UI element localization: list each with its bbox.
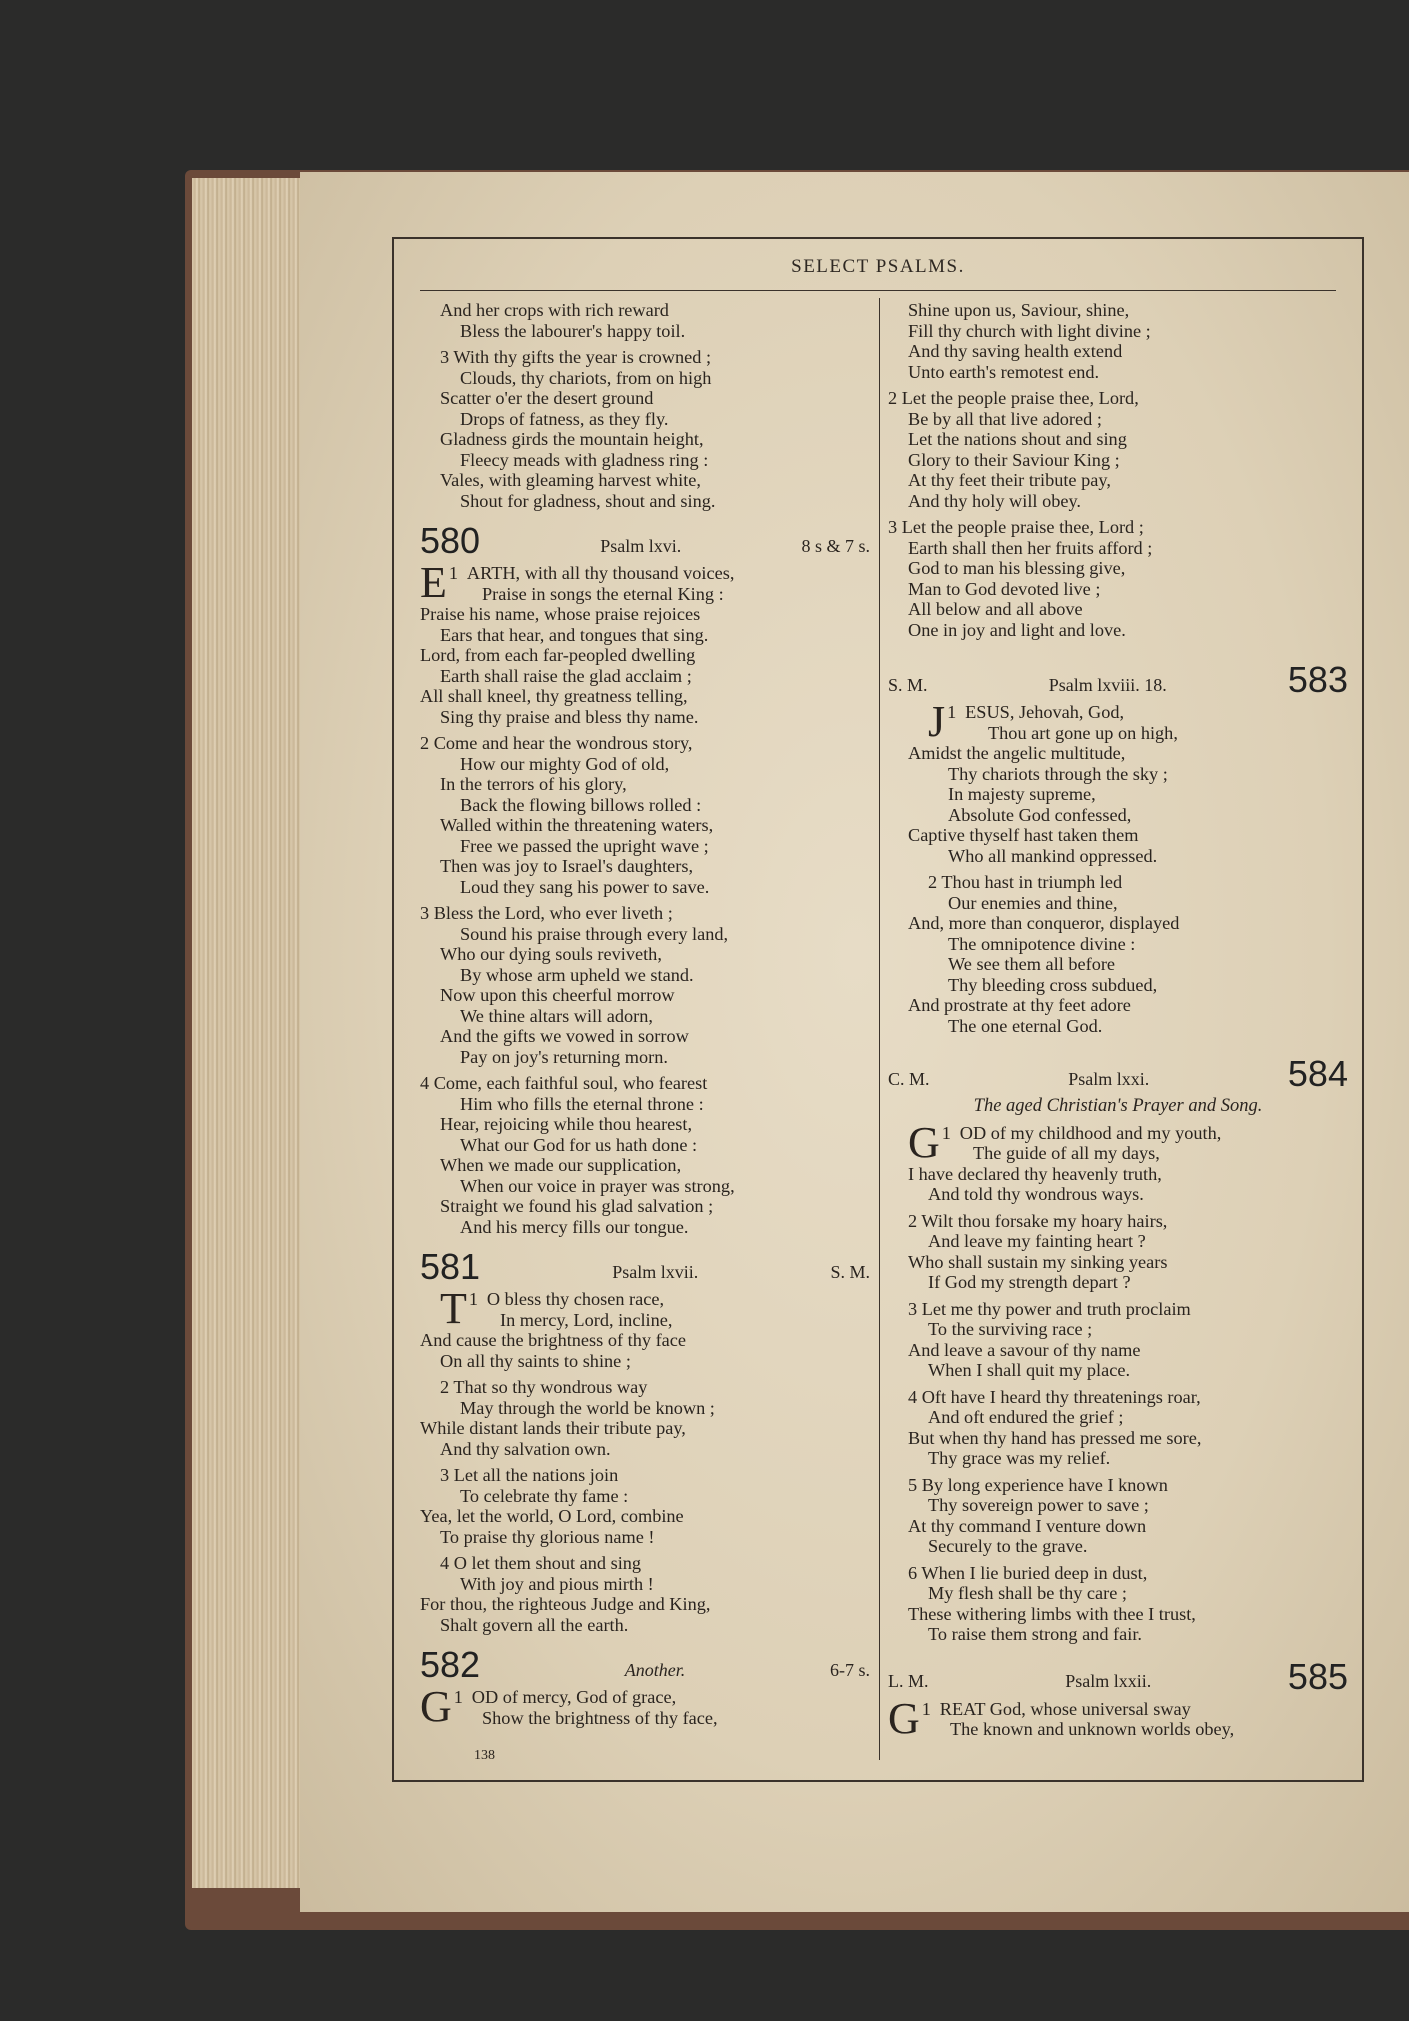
verse-line: Sound his praise through every land, [460, 923, 729, 944]
hymn-number: 581 [420, 1246, 481, 1287]
verse-line: Earth shall then her fruits afford ; [908, 537, 1153, 558]
verse-line: My flesh shall be thy care ; [928, 1583, 1128, 1603]
drop-capital: E [420, 558, 447, 607]
verse-line: With joy and pious mirth ! [460, 1573, 654, 1594]
verse-number: 1 [921, 1698, 931, 1719]
hymn-meter: C. M. [888, 1068, 930, 1089]
verse-line: And the gifts we vowed in sorrow [440, 1026, 689, 1046]
right-column [888, 300, 1348, 1743]
verse-line: And oft endured the grief ; [928, 1407, 1124, 1427]
verse-line: When I shall quit my place. [928, 1360, 1131, 1380]
verse-line: OD of mercy, God of grace, [471, 1687, 677, 1707]
verse-line: 2 Thou hast in triumph led [928, 872, 1123, 892]
hymn-source: Psalm lxviii. 18. [1048, 674, 1167, 695]
verse-line: 3 Let the people praise thee, Lord ; [888, 517, 1144, 537]
hymn-meter: 8 s & 7 s. [801, 535, 870, 556]
verse-line: And leave my fainting heart ? [928, 1231, 1146, 1251]
verse-line: For thou, the righteous Judge and King, [420, 1594, 711, 1614]
verse-line: And his mercy fills our tongue. [460, 1216, 689, 1237]
drop-capital: G [888, 1693, 920, 1743]
hymn-number: 583 [1287, 659, 1348, 700]
verse-line: Shalt govern all the earth. [440, 1614, 629, 1635]
verse-line: The guide of all my days, [973, 1143, 1160, 1163]
hymn-582-heading [420, 1644, 870, 1685]
continued-stanza [888, 300, 1348, 382]
verse-line: 3 Let me thy power and truth proclaim [908, 1298, 1191, 1319]
verse-line: O bless thy chosen race, [486, 1289, 665, 1309]
verse-line: Earth shall raise the glad acclaim ; [440, 665, 692, 686]
verse-number: 1 [448, 563, 459, 583]
verse-line: Thy bleeding cross subdued, [948, 974, 1158, 995]
verse-line: 5 By long experience have I known [908, 1474, 1168, 1495]
verse-line: To raise them strong and fair. [928, 1624, 1142, 1644]
verse-line: Bless the labourer's happy toil. [460, 320, 686, 341]
verse-line: At thy feet their tribute pay, [908, 470, 1111, 490]
verse-line: At thy command I venture down [908, 1515, 1147, 1536]
hymn-585-heading [888, 1655, 1348, 1697]
verse-line: Scatter o'er the desert ground [440, 388, 654, 408]
verse-line: Straight we found his glad salvation ; [440, 1196, 714, 1216]
hymn-583-verse-2 [888, 872, 1348, 1036]
verse-line: One in joy and light and love. [908, 619, 1126, 640]
verse-line: Vales, with gleaming harvest white, [440, 470, 701, 490]
hymn-number: 580 [420, 520, 481, 561]
verse-line: In mercy, Lord, incline, [500, 1309, 673, 1330]
verse-line: To praise thy glorious name ! [440, 1526, 655, 1547]
verse-line: But when thy hand has pressed me sore, [908, 1427, 1202, 1448]
hymn-source: Psalm lxvii. [612, 1261, 699, 1282]
verse-line: In the terrors of his glory, [440, 774, 627, 794]
verse-line: Man to God devoted live ; [908, 578, 1101, 599]
hymn-581-verse-2 [420, 1377, 870, 1459]
verse-line: Pay on joy's returning morn. [460, 1046, 668, 1067]
verse-line: REAT God, whose universal sway [939, 1698, 1191, 1719]
verse-line: Thy chariots through the sky ; [948, 763, 1168, 784]
verse-line: Glory to their Saviour King ; [908, 449, 1120, 470]
verse-line: The known and unknown worlds obey, [950, 1719, 1235, 1739]
verse-line: How our mighty God of old, [460, 753, 670, 774]
verse-line: 4 O let them shout and sing [440, 1553, 642, 1573]
hymn-584-verse-6 [888, 1563, 1348, 1645]
verse-line: When our voice in prayer was strong, [460, 1175, 735, 1196]
verse-line: And thy holy will obey. [908, 490, 1081, 511]
verse-line: Thy sovereign power to save ; [928, 1495, 1149, 1515]
verse-line: Hear, rejoicing while thou hearest, [440, 1114, 693, 1134]
hymn-584-heading [888, 1053, 1348, 1094]
verse-line: To the surviving race ; [928, 1319, 1093, 1339]
drop-capital: T [440, 1284, 467, 1333]
header-rule [420, 290, 1336, 291]
verse-line: OD of my childhood and my youth, [959, 1122, 1222, 1143]
verse-line: Sing thy praise and bless thy name. [440, 706, 699, 727]
hymn-580-verse-4 [420, 1073, 870, 1237]
verse-line: Absolute God confessed, [948, 804, 1132, 825]
verse-line: In majesty supreme, [948, 784, 1096, 804]
hymn-number: 584 [1287, 1053, 1348, 1094]
verse-line: Securely to the grave. [928, 1536, 1088, 1556]
verse-line: Loud they sang his power to save. [460, 876, 710, 897]
verse-line: Who shall sustain my sinking years [908, 1251, 1168, 1272]
verse-number: 1 [947, 702, 957, 722]
verse-line: When we made our supplication, [440, 1155, 682, 1175]
verse-line: Show the brightness of thy face, [482, 1707, 718, 1728]
verse-line: Our enemies and thine, [948, 892, 1118, 913]
verse-line: Drops of fatness, as they fly. [460, 408, 669, 429]
verse-line: All below and all above [908, 599, 1083, 619]
verse-line: On all thy saints to shine ; [440, 1350, 631, 1371]
hymn-580-verse-3 [420, 903, 870, 1067]
hymn-source: Psalm lxvi. [600, 535, 682, 556]
hymn-meter: L. M. [888, 1671, 929, 1691]
page-edges [192, 178, 312, 1888]
verse-line: Captive thyself hast taken them [908, 825, 1139, 845]
verse-number: 1 [453, 1687, 463, 1707]
verse-line: I have declared thy heavenly truth, [908, 1163, 1162, 1184]
verse-line: Ears that hear, and tongues that sing. [440, 624, 709, 645]
verse-line: Now upon this cheerful morrow [440, 985, 675, 1005]
hymn-source: Psalm lxxii. [1065, 1671, 1152, 1691]
verse-number: 1 [468, 1289, 479, 1309]
stanza-2 [888, 388, 1348, 511]
running-header: SELECT PSALMS. [791, 256, 965, 277]
verse-line: Thou art gone up on high, [988, 722, 1178, 743]
verse-line: 2 Wilt thou forsake my hoary hairs, [908, 1210, 1168, 1231]
hymn-580-verse-1 [420, 558, 870, 727]
hymn-580-heading [420, 520, 870, 561]
hymn-584-verse-3 [888, 1299, 1348, 1381]
hymn-583-verse-1 [888, 697, 1348, 866]
verse-line: And prostrate at thy feet adore [908, 995, 1131, 1015]
hymn-581-heading [420, 1246, 870, 1287]
hymn-meter: 6-7 s. [829, 1659, 870, 1680]
verse-line: And thy salvation own. [440, 1438, 611, 1459]
verse-line: ARTH, with all thy thousand voices, [466, 563, 735, 583]
drop-capital: J [928, 697, 946, 746]
drop-capital: G [420, 1682, 452, 1731]
verse-line: Praise his name, whose praise rejoices [420, 604, 701, 624]
hymn-source: Another. [624, 1659, 686, 1680]
hymn-585-verse-1 [888, 1693, 1348, 1743]
verse-line: And, more than conqueror, displayed [908, 913, 1180, 933]
verse-line: Then was joy to Israel's daughters, [440, 856, 694, 876]
verse-line: 6 When I lie buried deep in dust, [908, 1562, 1148, 1583]
verse-line: The omnipotence divine : [948, 933, 1136, 954]
verse-line: Free we passed the upright wave ; [460, 835, 709, 856]
verse-line: And told thy wondrous ways. [928, 1184, 1144, 1204]
verse-line: And her crops with rich reward [440, 300, 669, 320]
verse-line: 3 Let all the nations join [440, 1465, 619, 1485]
hymn-meter: S. M. [888, 674, 928, 695]
verse-line: By whose arm upheld we stand. [460, 964, 694, 985]
verse-line: 3 With thy gifts the year is crowned ; [440, 347, 712, 367]
hymn-584-verse-5 [888, 1475, 1348, 1557]
verse-line: 4 Oft have I heard thy threatenings roar, [908, 1386, 1201, 1407]
verse-line: Amidst the angelic multitude, [908, 743, 1126, 763]
verse-line: Lord, from each far-peopled dwelling [420, 645, 696, 665]
hymn-581-verse-3 [420, 1465, 870, 1547]
hymn-number: 582 [420, 1644, 481, 1685]
verse-line: Fill thy church with light divine ; [908, 320, 1151, 341]
continued-stanza [420, 300, 870, 511]
drop-capital: G [908, 1117, 940, 1167]
left-column [420, 300, 870, 1731]
verse-line: Clouds, thy chariots, from on high [460, 367, 712, 388]
verse-line: The one eternal God. [948, 1015, 1103, 1036]
verse-line: And leave a savour of thy name [908, 1339, 1141, 1360]
verse-line: These withering limbs with thee I trust, [908, 1603, 1196, 1624]
verse-line: Thy grace was my relief. [928, 1448, 1111, 1468]
hymn-580-verse-2 [420, 733, 870, 897]
verse-line: May through the world be known ; [460, 1397, 715, 1418]
verse-line: 2 Let the people praise thee, Lord, [888, 388, 1139, 408]
verse-line: Gladness girds the mountain height, [440, 429, 704, 449]
hymn-584-verse-4 [888, 1387, 1348, 1469]
verse-line: 4 Come, each faithful soul, who fearest [420, 1073, 708, 1093]
verse-line: Shout for gladness, shout and sing. [460, 490, 716, 511]
verse-line: What our God for us hath done : [460, 1134, 698, 1155]
column-divider [879, 298, 880, 1760]
verse-line: God to man his blessing give, [908, 558, 1126, 578]
verse-line: And thy saving health extend [908, 341, 1123, 361]
verse-line: All shall kneel, thy greatness telling, [420, 686, 688, 706]
hymn-source: Psalm lxxi. [1068, 1068, 1150, 1089]
verse-line: Him who fills the eternal throne : [460, 1093, 704, 1114]
verse-number: 1 [941, 1122, 951, 1143]
hymn-583-heading [888, 659, 1348, 700]
hymn-584-verse-2 [888, 1211, 1348, 1293]
verse-line: 3 Bless the Lord, who ever liveth ; [420, 903, 673, 923]
stanza-3 [888, 517, 1348, 640]
hymn-584-verse-1 [888, 1117, 1348, 1205]
verse-line: Back the flowing billows rolled : [460, 794, 702, 815]
verse-line: Fleecy meads with gladness ring : [460, 449, 709, 470]
verse-line: While distant lands their tribute pay, [420, 1418, 686, 1438]
verse-line: Be by all that live adored ; [908, 408, 1102, 429]
verse-line: If God my strength depart ? [928, 1272, 1131, 1292]
verse-line: Yea, let the world, O Lord, combine [420, 1506, 684, 1526]
verse-line: Who all mankind oppressed. [948, 845, 1158, 866]
hymn-581-verse-4 [420, 1553, 870, 1635]
verse-line: We see them all before [948, 954, 1116, 974]
verse-line: And cause the brightness of thy face [420, 1330, 687, 1350]
hymn-582-verse-1 [420, 1682, 870, 1731]
hymn-581-verse-1 [420, 1284, 870, 1371]
verse-line: We thine altars will adorn, [460, 1005, 653, 1026]
verse-line: Shine upon us, Saviour, shine, [908, 300, 1130, 320]
verse-line: Praise in songs the eternal King : [482, 583, 724, 604]
hymn-number: 585 [1287, 1655, 1348, 1697]
verse-line: 2 Come and hear the wondrous story, [420, 733, 693, 753]
page-number: 138 [474, 1748, 495, 1763]
verse-line: 2 That so thy wondrous way [440, 1377, 648, 1397]
hymn-subtitle: The aged Christian's Prayer and Song. [973, 1096, 1263, 1116]
verse-line: Who our dying souls reviveth, [440, 944, 662, 964]
verse-line: Unto earth's remotest end. [908, 361, 1100, 382]
verse-line: Walled within the threatening waters, [440, 815, 714, 835]
verse-line: To celebrate thy fame : [460, 1485, 629, 1506]
verse-line: Let the nations shout and sing [908, 429, 1127, 449]
hymn-meter: S. M. [830, 1261, 870, 1282]
verse-line: ESUS, Jehovah, God, [965, 702, 1125, 722]
